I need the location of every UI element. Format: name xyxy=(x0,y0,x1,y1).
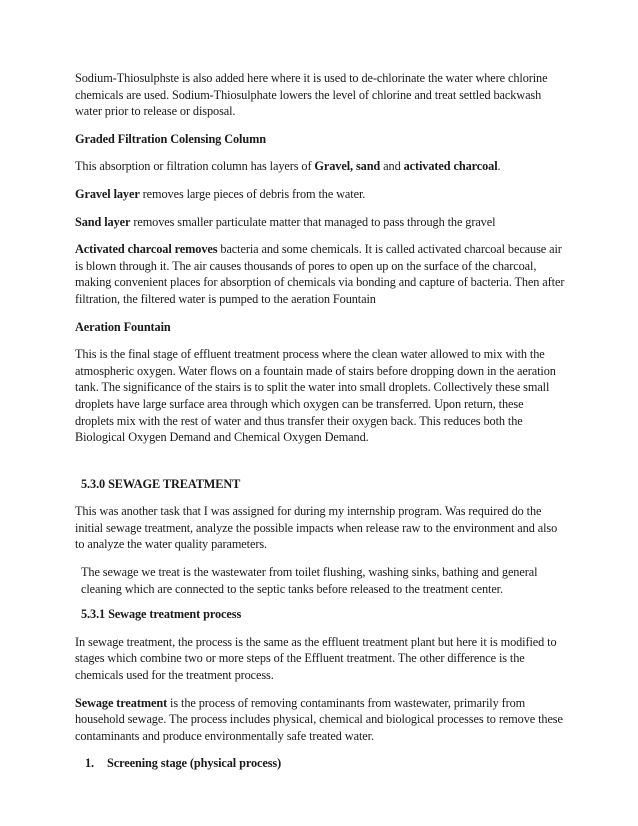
paragraph-gravel-layer xyxy=(75,186,565,203)
text-run: and xyxy=(380,159,404,174)
bold-run: Sand layer xyxy=(75,214,131,229)
paragraph-sand-layer xyxy=(75,214,565,231)
text-run: removes large pieces of debris from the water. xyxy=(139,186,366,201)
document-page xyxy=(75,70,565,772)
list-number: 1. xyxy=(85,756,95,771)
bold-run: Gravel layer xyxy=(75,186,140,201)
heading-sewage-process: 5.3.1 Sewage treatment process xyxy=(81,607,242,622)
paragraph-absorption-column xyxy=(75,158,565,175)
heading-aeration-fountain: Aeration Fountain xyxy=(75,319,171,334)
bold-run: Activated charcoal removes xyxy=(75,242,218,257)
text-run: This absorption or filtration column has layers of xyxy=(75,159,315,174)
paragraph-sewage-definition xyxy=(75,695,565,745)
paragraph-wastewater: The sewage we treat is the wastewater from toilet flushing, washing sinks, bathing and general cleaning which are connected to the septic tanks before released to the treatment center. xyxy=(81,565,538,596)
paragraph-activated-charcoal xyxy=(75,241,565,307)
list-label: Screening stage (physical process) xyxy=(107,756,282,771)
paragraph-aeration: This is the final stage of effluent treatment process where the clean water allowed to mix with the atmospheric oxygen. Water flows on a fountain made of stairs before dropping down in the aeration tank. The significance of the stairs is to split the water into small droplets. Collectively these small droplets have large surface area through which oxygen can be transferred. Upon return, these droplets mix with the rest of water and thus transfer their oxygen back. This reduces both the Biological Oxygen Demand and Chemical Oxygen Demand. xyxy=(75,347,556,445)
bold-run: activated charcoal xyxy=(403,159,498,174)
paragraph-thiosulphate: Sodium-Thiosulphste is also added here where it is used to de-chlorinate the water where chlorine chemicals are used. Sodium-Thiosulphate lowers the level of chlorine and treat settled backwash water prior to release or disposal. xyxy=(75,71,548,119)
bold-run: Sewage treatment xyxy=(75,695,168,710)
text-run: removes smaller particulate matter that managed to pass through the gravel xyxy=(130,214,496,229)
heading-sewage-treatment: 5.3.0 SEWAGE TREATMENT xyxy=(81,476,241,491)
heading-graded-filtration: Graded Filtration Colensing Column xyxy=(75,131,266,146)
text-run: . xyxy=(497,159,501,174)
list-item-screening xyxy=(75,755,565,772)
paragraph-process: In sewage treatment, the process is the same as the effluent treatment plant but here it is modified to stages which combine two or more steps of the Effluent treatment. The other difference is the chemicals used for the treatment process. xyxy=(75,634,557,683)
bold-run: Gravel, sand xyxy=(314,159,381,174)
text-run: bacteria and some chemicals. It is called activated charcoal because air is blown through it. The air causes thousands of pores to open up on the surface of the charcoal, making convenient places for absorption of chemicals via bonding and capture of bacteria. Then after filtration, the filtered water is pumped to the aeration Fountain xyxy=(75,242,565,306)
text-run: is the process of removing contaminants from wastewater, primarily from household sewage. The process includes physical, chemical and biological processes to remove these contaminants and produce environmentally safe treated water. xyxy=(75,695,563,743)
paragraph-internship-task: This was another task that I was assigned for during my internship program. Was required do the initial sewage treatment, analyze the possible impacts when release raw to the environment and also to analyze the water quality parameters. xyxy=(75,504,558,552)
